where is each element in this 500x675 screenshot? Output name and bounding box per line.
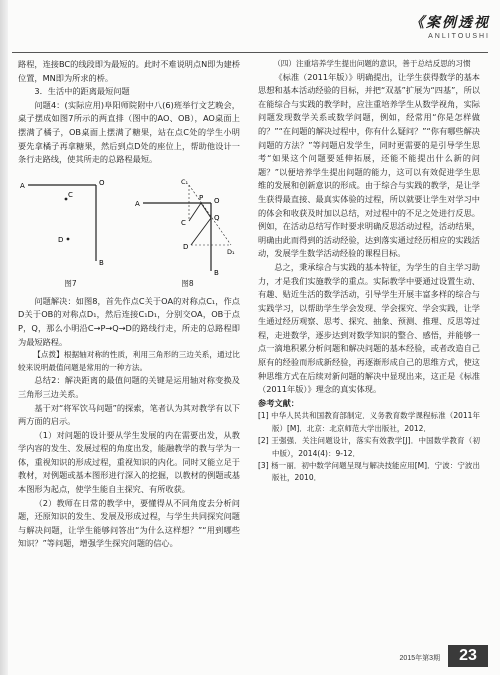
label-c: C <box>181 218 186 227</box>
summary-2: 总结2：解决距离的最值问题的关键是运用轴对称变换及三角形三边关系。 <box>18 375 240 399</box>
label-o: O <box>214 196 220 205</box>
figure-8 <box>135 173 240 291</box>
point-d <box>67 237 70 240</box>
section-heading: （四）注重培养学生提出问题的意识，善于总结反思的习惯 <box>273 59 471 68</box>
paragraph: 路程，连接BC的线段即为最短的。此时不难说明点N即为建桥位置，MN即为所求的桥。 <box>18 59 241 83</box>
left-column <box>18 58 240 551</box>
figure-7-caption: 图7 <box>64 279 77 289</box>
section-title-en: ANLITOUSHI <box>428 33 490 40</box>
page-footer <box>0 643 500 675</box>
figures-row <box>18 173 240 291</box>
label-c1: C₁ <box>181 177 189 186</box>
label-a: A <box>135 199 140 208</box>
line-c1-d1 <box>189 185 231 245</box>
problem-4: 问题4：(实际应用)阜阳师院附中八(6)班举行文艺晚会，桌子摆成如图7所示的两直排（图中的AO、OB），AO桌面上摆满了橘子，OB桌面上摆满了糖果，站在点C处的学生小明要先拿橘子再拿糖果，然后到点D处的座位上，帮助他设计一条行走路线，使其所走的总路程最短。 <box>18 99 240 165</box>
header-rule <box>12 52 488 53</box>
label-a: A <box>20 181 25 190</box>
label-b: B <box>99 258 104 267</box>
right-column <box>258 58 480 485</box>
paragraph: 总之，秉承综合与实践的基本特征，为学生的自主学习助力，才是我们实施教学的重点。实际教学中要通过设置生动、有趣、贴近生活的数学活动，引导学生开展丰富多样的综合与实践学习，以帮助学生学会发现、学会探究、学会实践，让学生通过经历观察、思考、探究、抽象、预测、推理、反思等过程，走进数学，逐步达到对数学知识的整合、感悟，并能够一点一滴地积累分析问题和解决问题的基本经验，或者改造自己原有的经验而形成新经验，再逐渐形成自己的思维方式，使这种思维方式在后续对新问题的解决中显现出来，这正是《标准（2011年版）》理念的真实体现。 <box>258 261 480 395</box>
label-p: P <box>199 193 204 202</box>
paragraph: 《标准（2011年版）》明确提出，让学生获得数学的基本思想和基本活动经验的目标，并把“双基”扩展为“四基”，所以在能综合与实践的教学时，应注重培养学生从数学视角，实际问题发现数学关系或数学问题，例如，经常用“你是怎样做的？”“在问题的解决过程中，你有什么疑问？”“你有哪些解决问题的方法？”等问题启发学生，同时更需要的是引导学生思考“如果这个问题要延伸拓展，还能不能提出什么新的问题？”以便培养学生提出问题的能力，这可以有效促进学生思维的发展和创新意识的形成。由于综合与实践的教学，是让学生获得最直接、最真实体验的过程，所以就要让学生对学习中的体会和收获及时加以总结，对过程中的不足之处进行反思。例如，在活动总结写作时要求明确反思活动过程，活动结果，明确由此而得到的活动经验，达到落实通过经历相应的实践活动，发展学生数学活动经验的课程目标。 <box>258 71 480 259</box>
paragraph: （1）对问题的设计要从学生发展的内在需要出发，从教学内容的发生、发展过程的角度出发，能融教学的教与学为一体，重视知识的形成过程，重视知识的内化。同时又能立足于教材，对例题或基本图形进行深入的挖掘，以教材的例题或基本图形为起点，使学生能自主探究、有所收获。 <box>18 429 240 495</box>
reference-item: [2] 王强强．关注问题设计，落实有效教学[J]．中国数学教育（初中版），2014(4)：9-12． <box>258 436 480 458</box>
solution: 问题解决：如图8，首先作点C关于OA的对称点C₁，作点D关于OB的对称点D₁，然后连接C₁D₁，分别交OA，OB于点P，Q，那么小明沿C→P→Q→D的路线行走，所走的总路程即为最短路程。 <box>18 295 240 347</box>
page-number: 23 <box>448 645 488 667</box>
label-o: O <box>99 178 105 187</box>
reference-item: [1] 中华人民共和国教育部制定．义务教育数学课程标准（2011年版）[M]．北京：北京师范大学出版社，2012． <box>258 411 480 433</box>
section-title: 《案例透视 <box>410 15 490 31</box>
label-b: B <box>214 268 219 277</box>
tip: 【点拨】根据轴对称的性质，利用三角形的三边关系，通过比较来说明最值问题是常用的一种方法。 <box>18 350 240 372</box>
figure-8-caption: 图8 <box>181 279 194 289</box>
label-d1: D₁ <box>227 247 235 256</box>
binding-gutter <box>0 0 8 675</box>
references-title: 参考文献： <box>258 397 299 408</box>
label-q: Q <box>214 213 220 222</box>
figure-8-diagram <box>135 173 240 278</box>
point-c <box>65 197 68 200</box>
issue-label: 2015年第3期 <box>399 655 440 662</box>
section-tag <box>410 12 490 40</box>
subheading: 3．生活中的距离最短问题 <box>34 86 130 97</box>
label-c: C <box>68 190 73 199</box>
label-d: D <box>183 242 189 251</box>
figure-7 <box>18 173 123 291</box>
reference-item: [3] 杨一丽．初中数学问题呈现与解决技能应用[M]．宁波：宁波出版社，2010． <box>258 461 480 483</box>
paragraph: （2）教师在日常的教学中，要懂得从不同角度去分析问题，还原知识的发生、发展及形成过程，与学生共同探究问题与解决问题，让学生能够问答出“为什么这样想？”“用到哪些知识？”等问题，增强学生探究问题的信心。 <box>18 497 240 549</box>
path-cpqd <box>189 203 211 245</box>
figure-7-diagram <box>18 173 123 278</box>
paragraph: 基于对“将军饮马问题”的探索，笔者认为其对教学有以下两方面的启示。 <box>18 402 240 427</box>
label-d: D <box>58 235 64 244</box>
